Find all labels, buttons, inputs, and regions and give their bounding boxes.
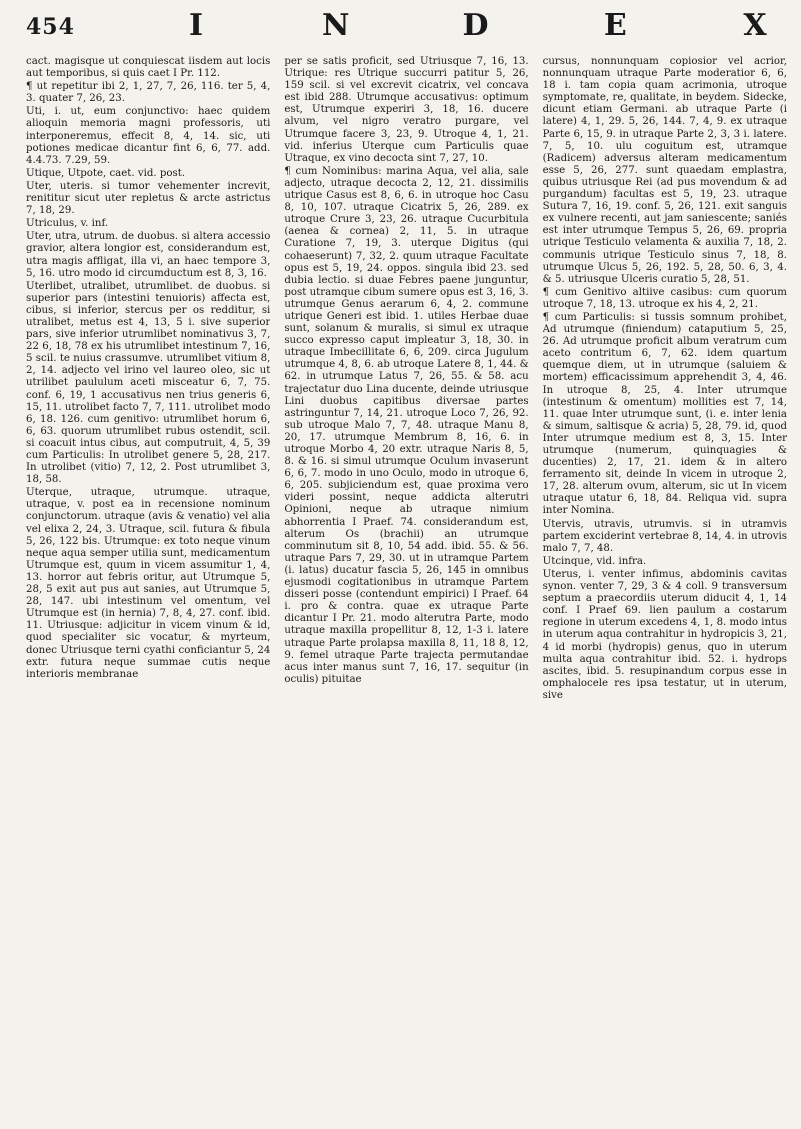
index-entry: ¶ cum Genitivo altiive casibus: cum quorum utroque 7, 18, 13. utroque ex his 4, 2, 21. xyxy=(542,286,787,310)
index-entry: Uterus, i. venter infimus, abdominis cavitas synon. venter 7, 29, 3 & 4 coll. 9 transversum septum a praecordiis uterum diducit 4, 1, 14 conf. I Praef 69. lien paulum a costarum regione in uterum excedens 4, 1, 8. modo intus in uterum aqua contrahitur in hydropicis 3, 21, 4 id morbi (hydropis) genus, quo in uterum multa aqua contrahitur ibid. 52. i. hydrops ascites, ibid. 5. resupinandum corpus esse in omphalocele res ipsa testatur, ut in uterum, sive xyxy=(542,568,787,701)
index-columns xyxy=(26,56,787,1115)
running-head-letter: D xyxy=(462,8,489,43)
index-column-left xyxy=(26,56,270,1115)
index-entry: Utervis, utravis, utrumvis. si in utramvis partem exciderint vertebrae 8, 14, 4. in utrovis malo 7, 7, 48. xyxy=(542,518,787,554)
page-number: 454 xyxy=(26,14,75,40)
index-entry: cursus, nonnunquam copiosior vel acrior, nonnunquam utraque Parte moderatior 6, 6, 18 i. tam copia quam acrimonia, utroque symptomate, re, qualitate, in beydem. Sidecke, dicunt etiam Germani. ab utraque Parte (i latere) 4, 1, 29. 5, 26, 144. 7, 4, 9. ex utraque Parte 6, 15, 9. in utraque Parte 2, 3, 3 i. latere. 7, 5, 10. ulu coguitum est, utramque (Radicem) adversus alteram medicamentum esse 5, 26, 277. sunt quaedam emplastra, quibus utriusque Rei (ad pus movendum & ad purgandum) facultas est 5, 19, 23. utraque Sutura 7, 16, 19. conf. 5, 26, 121. exit sanguis ex vulnere recenti, aut jam saniescente; saniés est inter utrumque Tempus 5, 26, 69. propria utrique Testiculo velamenta & auxilia 7, 18, 2. communis utrique Testiculo sinus 7, 18, 8. utrumque Ulcus 5, 26, 192. 5, 28, 50. 6, 3, 4. & 5. utriusque Ulceris curatio 5, 28, 51. xyxy=(542,56,787,285)
index-entry: Uter, uteris. si tumor vehementer increvit, renititur sicut uter repletus & arcte astrictus 7, 18, 29. xyxy=(26,180,271,217)
index-entry: Uterlibet, utralibet, utrumlibet. de duobus. si superior pars (intestini tenuioris) affecta est, cibus, si inferior, stercus per os redditur, si utralibet, metus est 4, 13, 5 i. sive superior pars, sive inferior utrumlibet nominativus 3, 7, 22 6, 18, 78 ex his utrumlibet intestinum 7, 16, 5 scil. te nuius crassumve. utrumlibet vitium 8, 2, 14. adjecto vel irino vel laureo oleo, sic ut utrilibet paululum aceti misceatur 6, 7, 75. conf. 6, 19, 1 accusativus nen trius generis 6, 15, 11. utrolibet facto 7, 7, 111. utrolibet modo 6, 18. 126. cum genitivo: utrumlibet horum 6, 6, 63. quorum utrumlibet rubus ostendit, scil. si coacuit intus cibus, aut computruit, 4, 5, 39 cum Particulis: In utrolibet genere 5, 28, 217. In utrolibet (vitio) 7, 12, 2. Post utrumlibet 3, 18, 58. xyxy=(26,280,271,486)
running-head-letter: I xyxy=(188,8,204,43)
index-entry: ¶ cum Nominibus: marina Aqua, vel alia, sale adjecto, utraque decocta 2, 12, 21. dissimilis utrique Casus est 8, 6, 6. in utroque hoc Casu 8, 10, 107. utraque Cicatrix 5, 26, 289. ex utroque Crure 3, 23, 26. utraque Cucurbitula (aenea & cornea) 2, 11, 5. in utraque Curatione 7, 19, 3. uterque Digitus (qui cohaeserunt) 7, 32, 2. quum utraque Facultate opus est 5, 19, 24. oppos. singula ibid 23. sed dubia lectio. si duae Febres paene junguntur, post utramque cibum sumere opus est 3, 16, 3. utrumque Genus aerarum 6, 4, 2. commune utrique Generi est ibid. 1. utiles Herbae duae sunt, solanum & muralis, si simul ex utraque succo expresso caput impleatur 3, 18, 30. in utraque Imbecillitate 6, 6, 209. circa Jugulum utrumque 4, 8, 6. ab utroque Latere 8, 1, 44. & 62. in utrumque Latus 7, 26, 55. & 58. acu trajectatur duo Lina ducente, deinde utriusque Lini duobus capitibus diversae partes astringuntur 7, 14, 21. utroque Loco 7, 26, 92. sub utroque Malo 7, 7, 48. utraque Manu 8, 20, 17. utrumque Membrum 8, 16, 6. in utroque Morbo 4, 20 extr. utraque Naris 8, 5, 8. & 16. si simul utrumque Oculum invaserunt 6, 6, 7. modo in uno Oculo, modo in utroque 6, 6, 205. subjiciendum est, quae proxima vero videri possint, neque addicta alterutri Opinioni, neque ab utraque nimium abhorrentia I Praef. 74. considerandum est, alterum Os (brachii) an utrumque comminutum sit 8, 10, 54 add. ibid. 55. & 56. utraque Pars 7, 29, 30. ut in utramque Partem (i. latus) ducatur fascia 5, 26, 145 in omnibus ejusmodi cogitationibus in utramque Partem disseri posse (contendunt empirici) I Praef. 64 i. pro & contra. quae ex utraque Parte dicantur I Pr. 21. modo alterutra Parte, modo utraque maxilla propellitur 8, 12, 1-3 i. latere utraque Parte prolapsa maxilla 8, 11, 18 8, 12, 9. femel utraque Parte trajecta permutandae acus inter manus sunt 7, 16, 17. sequitur (in oculis) pituitae xyxy=(284,165,529,685)
index-entry: Uter, utra, utrum. de duobus. si altera accessio gravior, altera longior est, considerandum est, utra magis affligat, illa vi, an haec tempore 3, 5, 16. utro modo id circumductum est 8, 3, 16. xyxy=(26,231,271,279)
running-head-index xyxy=(176,8,775,43)
index-entry: Utcinque, vid. infra. xyxy=(542,555,647,567)
index-entry: Utique, Utpote, caet. vid. post. xyxy=(26,167,186,179)
index-entry: Utriculus, v. inf. xyxy=(26,218,109,230)
running-head-letter: E xyxy=(603,8,627,43)
index-entry: Uterque, utraque, utrumque. utraque, utraque, v. post ea in recensione nominum conjunctorum. utraque (avis & venatio) vel alia vel elixa 2, 24, 3. Utraque, scil. futura & fibula 5, 26, 122 bis. Utrumque: ex toto neque vinum neque aqua semper utilia sunt, medicamentum Utrumque est, quum in vicem assumitur 1, 4, 13. horror aut febris oritur, aut Utrumque 5, 28, 5 exit aut pus aut sanies, aut Utrumque 5, 28, 147. ubi intestinum vel omentum, vel Utrumque est (in hernia) 7, 8, 4, 27. conf. ibid. 11. Utriusque: adjicitur in vicem vinum & id, quod specialiter sic vocatur, & myrteum, donec Utriusque terni cyathi conficiantur 5, 24 extr. futura neque summae cutis neque interioris membranae xyxy=(26,487,271,680)
index-column-right xyxy=(543,56,787,1115)
index-entry: ¶ ut repetitur ibi 2, 1, 27, 7, 26, 116. ter 5, 4, 3. quater 7, 26, 23. xyxy=(26,81,271,105)
running-head-letter: X xyxy=(743,8,767,43)
index-entry: cact. magisque ut conquiescat iisdem aut locis aut temporibus, si quis caet I Pr. 112. xyxy=(26,56,271,80)
running-head-letter: N xyxy=(322,8,350,43)
index-column-middle xyxy=(284,56,528,1115)
index-entry: Uti, i. ut, eum conjunctivo: haec quidem alioquin memoria magni professoris, uti interponeremus, effecit 8, 4, 14. sic, uti potiones medicae dicantur fint 6, 6, 77. add. 4.4.73. 7.29, 59. xyxy=(26,106,271,166)
index-entry: per se satis proficit, sed Utriusque 7, 16, 13. Utrique: res Utrique succurri patitur 5, 26, 159 scil. si vel excrevit cicatrix, vel concava est ibid 288. Utrumque accusativus: optimum est, Utrumque experiri 3, 18, 16. ducere alvum, vel nigro veratro purgare, vel Utrumque facere 3, 23, 9. Utroque 4, 1, 21. vid. inferius Uterque cum Particulis quae Utraque, ex vino decocta sint 7, 27, 10. xyxy=(284,56,529,164)
page-header xyxy=(26,6,775,50)
index-entry: ¶ cum Particulis: si tussis somnum prohibet, Ad utrumque (finiendum) cataputium 5, 25, 26. Ad utrumque proficit album veratrum cum aceto contritum 6, 7, 62. idem quartum quemque diem, ut in utrumque (saluiem & mortem) efficacissimum apprehendit 3, 4, 46. In utroque 8, 25, 4. Inter utrumque (intestinum & omentum) mollities est 7, 14, 11. quae Inter utrumque sunt, (i. e. inter lenia & simum, saltisque & acria) 5, 28, 79. id, quod Inter utrumque medium est 8, 3, 15. Inter utrumque (numerum, quinquagies & ducenties) 2, 17, 21. idem & in altero ferramento sit, deinde In vicem in utroque 2, 17, 28. alterum ovum, alterum, sic ut In vicem utraque utatur 6, 18, 84. Reliqua vid. supra inter Nomina. xyxy=(542,311,787,517)
